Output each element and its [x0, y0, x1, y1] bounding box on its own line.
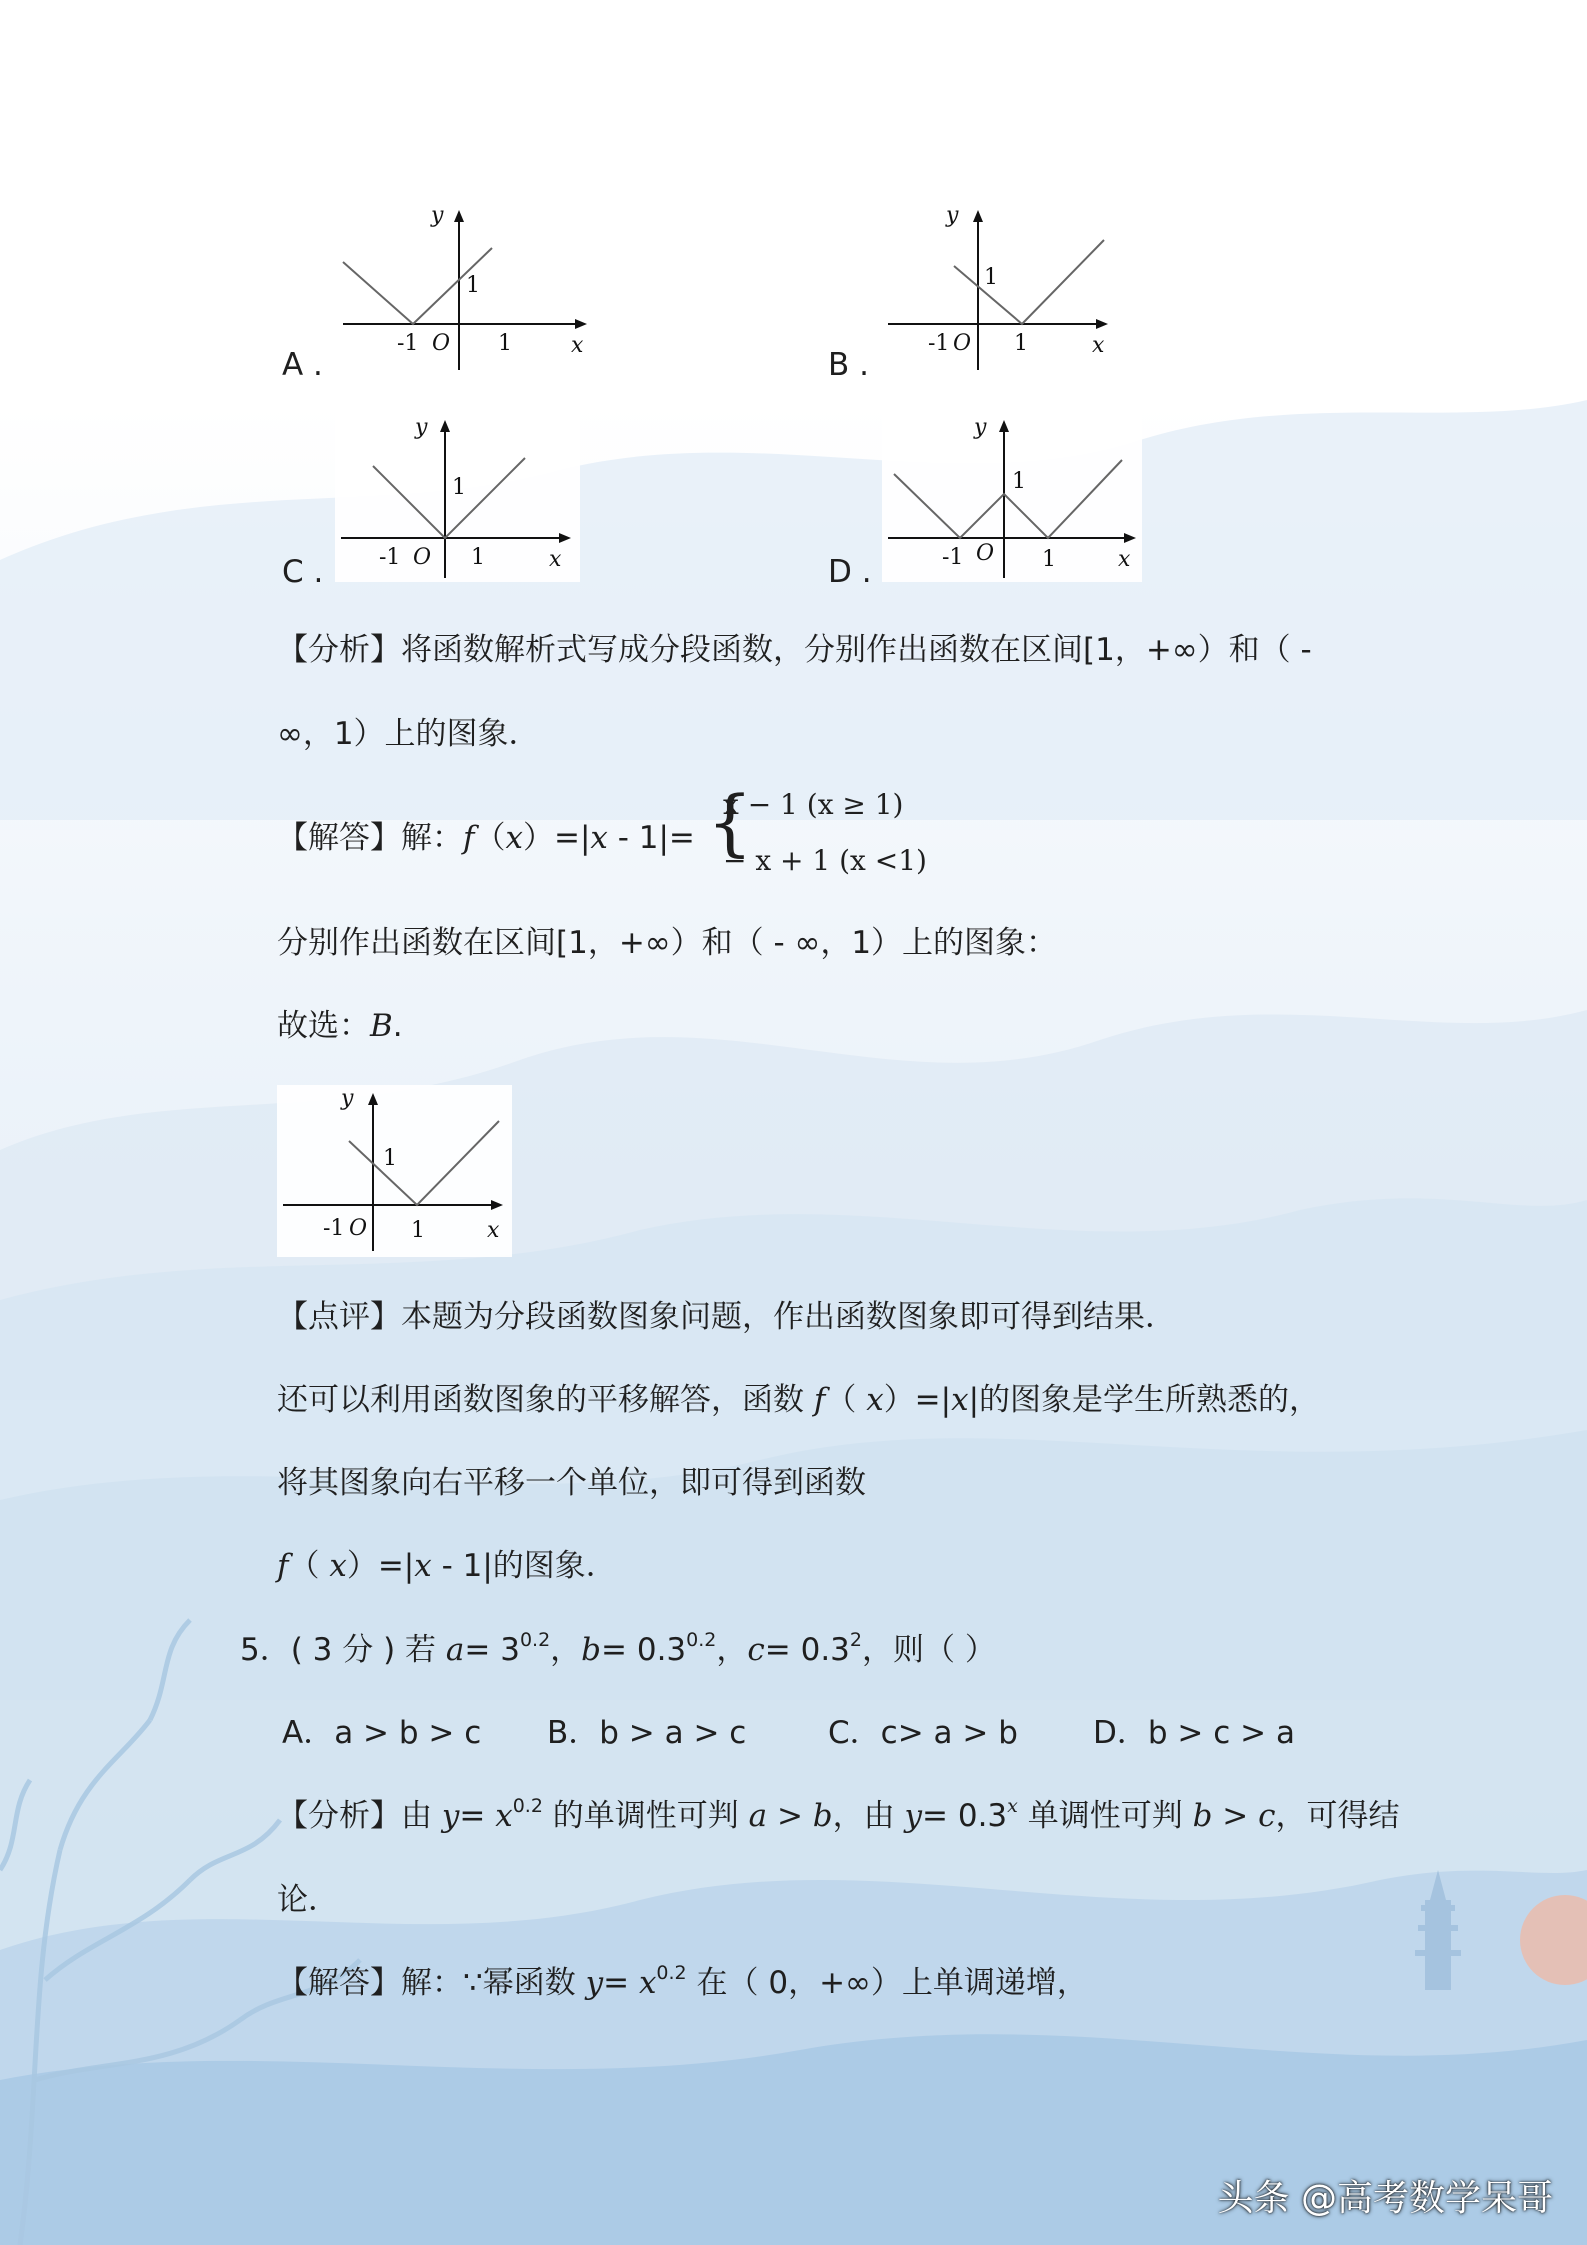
comment-text-b: ）=| — [346, 1548, 415, 1584]
var-x: x — [495, 1798, 513, 1834]
y-axis-label: y — [974, 415, 987, 440]
q5-option-c: C．c> a > b — [828, 1715, 1018, 1751]
paren-close: ） — [522, 820, 554, 856]
q5-option-b: B．b > a > c — [547, 1715, 747, 1751]
analysis-q4-line2: ∞，1）上的图象． — [277, 716, 540, 752]
q5s-exp: 0.2 — [656, 1962, 687, 1984]
piecewise-brace: { — [707, 780, 753, 864]
eq-abs: =| — [553, 820, 591, 856]
var-y: y — [585, 1965, 604, 2001]
comment-q4-line2 — [277, 1380, 1320, 1420]
origin-label: O — [413, 545, 432, 570]
x-tick-neg1: -1 — [397, 331, 419, 356]
option-d-graph — [882, 410, 1142, 582]
comment-text-c: - 1|的图象． — [431, 1548, 617, 1584]
q5s-p1: 【解答】解：∵幂函数 — [277, 1965, 586, 2001]
q5s-p2: = — [603, 1965, 639, 2001]
var-c: c — [747, 1632, 765, 1668]
q5a-exp2: x — [1007, 1795, 1018, 1817]
x-tick-1: 1 — [411, 1218, 425, 1243]
y-tick-1: 1 — [984, 265, 998, 290]
analysis-q5-line1 — [277, 1796, 1400, 1836]
x-tick-neg1: -1 — [323, 1216, 345, 1241]
var-x: x — [638, 1965, 657, 2001]
solution-prefix: 【解答】解： — [277, 820, 463, 856]
comment-text-a: 还可以利用函数图象的平移解答，函数 — [277, 1382, 814, 1418]
q5-option-a: A．a > b > c — [282, 1715, 482, 1751]
q5-exp3: 2 — [849, 1629, 862, 1651]
q5-exp1: 0.2 — [519, 1629, 551, 1651]
option-a-graph — [335, 200, 595, 375]
q5a-p4: ，由 — [832, 1798, 905, 1834]
watermark: 头条 @高考数学呆哥 — [1217, 2178, 1553, 2219]
q5-option-d: D．b > c > a — [1093, 1715, 1295, 1751]
var-x2: x — [590, 820, 608, 856]
y-tick-1: 1 — [1012, 469, 1026, 494]
option-b-label: B . — [828, 347, 869, 383]
x-axis-label: x — [571, 333, 584, 358]
var-x2: x — [951, 1382, 969, 1418]
y-tick-1: 1 — [452, 475, 466, 500]
comment-text-a: （ — [288, 1548, 330, 1584]
comment-text-b: （ — [825, 1382, 867, 1418]
fn-f: f — [463, 820, 475, 856]
origin-label: O — [349, 1216, 368, 1241]
q5-sep1: ， — [550, 1632, 582, 1668]
origin-label: O — [976, 541, 995, 566]
q5a-p2: = — [459, 1798, 496, 1834]
y-axis-label: y — [431, 203, 444, 228]
x-axis-label: x — [1092, 333, 1105, 358]
x-tick-1: 1 — [1014, 331, 1028, 356]
q5-sep2: ， — [716, 1632, 748, 1668]
x-tick-neg1: -1 — [379, 545, 401, 570]
x-axis-label: x — [549, 547, 562, 572]
y-axis-label: y — [341, 1086, 354, 1111]
q5a-p1: 【分析】由 — [277, 1798, 442, 1834]
comment-q4-line1: 【点评】本题为分段函数图象问题，作出函数图象即可得到结果． — [277, 1299, 1176, 1335]
x-axis-label: x — [487, 1218, 500, 1243]
y-tick-1: 1 — [466, 273, 480, 298]
answer-graph — [277, 1085, 512, 1257]
analysis-q4-line1: 【分析】将函数解析式写成分段函数，分别作出函数在区间[1，+∞）和（ - — [277, 632, 1312, 668]
var-x: x — [505, 820, 523, 856]
option-d-label: D . — [828, 554, 872, 590]
origin-label: O — [953, 331, 972, 356]
q5-eq3: = 0.3 — [764, 1632, 850, 1668]
x-tick-1: 1 — [471, 545, 485, 570]
var-y: y — [441, 1798, 460, 1834]
q5a-p7: ，可得结 — [1275, 1798, 1400, 1834]
q5-tail: ，则（ ） — [862, 1632, 996, 1668]
y-tick-1: 1 — [383, 1146, 397, 1171]
fn-f: f — [813, 1382, 826, 1418]
solution-q4-formula — [277, 818, 695, 858]
q5-eq2: = 0.3 — [601, 1632, 687, 1668]
option-a-label: A . — [282, 347, 323, 383]
solution-q4-line3 — [277, 1006, 403, 1046]
comment-text-c: ）=| — [883, 1382, 952, 1418]
var-x: x — [329, 1548, 347, 1584]
x-axis-label: x — [1118, 547, 1131, 572]
paren-open: （ — [474, 820, 506, 856]
q5a-ab: a > b — [748, 1798, 833, 1834]
q5a-exp1: 0.2 — [512, 1795, 543, 1817]
comment-text-d: |的图象是学生所熟悉的， — [968, 1382, 1321, 1418]
origin-label: O — [432, 331, 451, 356]
var-a: a — [445, 1632, 465, 1668]
option-c-label: C . — [282, 554, 324, 590]
x-tick-1: 1 — [498, 331, 512, 356]
var-b: b — [581, 1632, 602, 1668]
choose-suffix: . — [392, 1008, 403, 1044]
x-tick-neg1: -1 — [942, 545, 964, 570]
option-b-graph — [882, 200, 1117, 375]
choose-answer: B — [370, 1008, 393, 1044]
y-axis-label: y — [946, 203, 959, 228]
x-tick-1: 1 — [1042, 547, 1056, 572]
var-y2: y — [904, 1798, 923, 1834]
piecewise-case2: − x + 1 (x <1) — [723, 844, 927, 877]
q5s-p3: 在（ 0，+∞）上单调递增， — [686, 1965, 1088, 2001]
var-x: x — [866, 1382, 884, 1418]
piecewise-case1: x − 1 (x ≥ 1) — [723, 788, 904, 821]
analysis-q5-line2: 论． — [277, 1882, 339, 1918]
option-c-graph — [335, 410, 580, 582]
q5-exp2: 0.2 — [686, 1629, 717, 1651]
solution-q5-line1 — [277, 1963, 1088, 2003]
q5a-p6: 单调性可判 — [1017, 1798, 1193, 1834]
q5a-p3: 的单调性可判 — [542, 1798, 749, 1834]
q5a-p5: = 0.3 — [922, 1798, 1008, 1834]
minus-one: - 1|= — [607, 820, 695, 856]
q5-number: 5．( 3 分 ) 若 — [240, 1632, 446, 1668]
fn-f: f — [277, 1548, 289, 1584]
comment-q4-line3: 将其图象向右平移一个单位，即可得到函数 — [277, 1465, 866, 1501]
y-axis-label: y — [415, 415, 428, 440]
q5a-bc: b > c — [1192, 1798, 1276, 1834]
var-x2: x — [414, 1548, 432, 1584]
comment-q4-line4 — [277, 1546, 617, 1586]
choose-prefix: 故选： — [277, 1008, 370, 1044]
x-tick-neg1: -1 — [928, 331, 950, 356]
q5-eq1: = 3 — [464, 1632, 520, 1668]
solution-q4-line2: 分别作出函数在区间[1，+∞）和（ - ∞，1）上的图象： — [277, 925, 1058, 961]
question-5-stem — [240, 1630, 996, 1670]
